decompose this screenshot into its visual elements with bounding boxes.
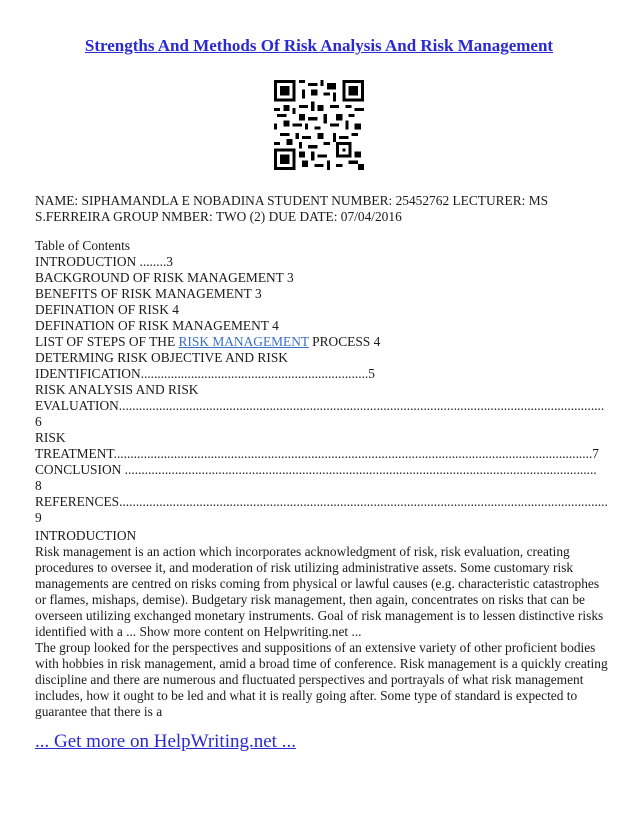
risk-management-link[interactable]: RISK MANAGEMENT <box>178 334 309 349</box>
toc-line: RISK <box>35 430 66 445</box>
table-of-contents <box>35 238 615 526</box>
toc-line: REFERENCES.................................................................................................................................................. <box>35 494 608 509</box>
toc-line: BENEFITS OF RISK MANAGEMENT 3 <box>35 286 262 301</box>
toc-line: DEFINATION OF RISK 4 <box>35 302 179 317</box>
toc-line: EVALUATION................................................................................................................................................. <box>35 398 605 413</box>
introduction-section <box>35 528 613 720</box>
document-title[interactable]: Strengths And Methods Of Risk Analysis And Risk Management <box>84 36 554 55</box>
toc-line: IDENTIFICATION....................................................................5 <box>35 366 375 381</box>
get-more-link[interactable]: ... Get more on HelpWriting.net ... <box>35 731 296 752</box>
section-heading: INTRODUCTION <box>35 528 137 543</box>
toc-line: 8 <box>35 478 42 493</box>
toc-line-text: PROCESS 4 <box>308 334 381 349</box>
meta-line: NAME: SIPHAMANDLA E NOBADINA STUDENT NUMBER: 25452762 LECTURER: MS <box>35 193 549 208</box>
toc-line: DEFINATION OF RISK MANAGEMENT 4 <box>35 318 279 333</box>
qr-code-icon <box>274 80 364 170</box>
toc-line: RISK ANALYSIS AND RISK <box>35 382 199 397</box>
toc-line: 9 <box>35 510 42 525</box>
meta-line: S.FERREIRA GROUP NMBER: TWO (2) DUE DATE: 07/04/2016 <box>35 209 402 224</box>
toc-line: CONCLUSION ............................................................................................................................................. <box>35 462 597 477</box>
toc-line-text: LIST OF STEPS OF THE <box>35 334 179 349</box>
toc-line: 6 <box>35 414 42 429</box>
paragraph: The group looked for the perspectives and suppositions of an extensive variety of other proficient bodies with hobbies in risk management, amid a broad time of conference. Risk management is a quickly creating discipline and there are numerous and fluctuated perspectives and portrayals of what risk management includes, how it ought to be led and what it is really going after. Some type of standard is expected to guarantee that there is a <box>35 640 608 719</box>
toc-line: INTRODUCTION ........3 <box>35 254 173 269</box>
toc-heading: Table of Contents <box>35 238 131 253</box>
toc-line: TREATMENT...............................................................................................................................................7 <box>35 446 600 461</box>
paragraph: Risk management is an action which incorporates acknowledgment of risk, risk evaluation, creating procedures to oversee it, and moderation of risk utilizing administrative assets. Some customary risk managements are centred on risks coming from physical or lawful causes (e.g. characteristic catastrophes or flames, mishaps, demise). Budgetary risk management, then again, concentrates on risks that can be overseen utilizing exchanged monetary instruments. Goal of risk management is to lessen distinctive risks identified with a ... Show more content on Helpwriting.net ... <box>35 544 604 639</box>
toc-line: BACKGROUND OF RISK MANAGEMENT 3 <box>35 270 294 285</box>
toc-line <box>35 334 615 350</box>
student-details <box>35 193 575 225</box>
toc-line: DETERMING RISK OBJECTIVE AND RISK <box>35 350 288 365</box>
